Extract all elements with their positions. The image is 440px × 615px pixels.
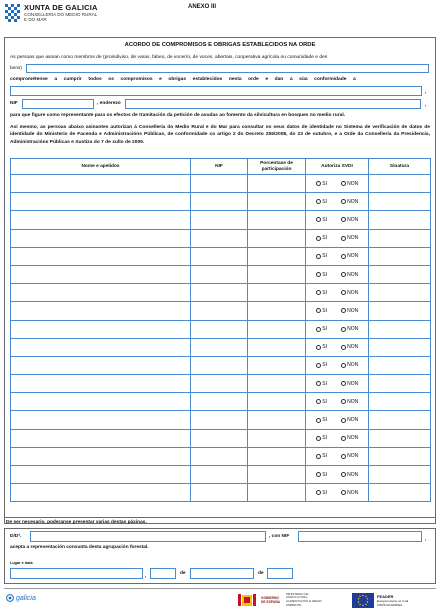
radio-label: SI bbox=[322, 471, 328, 478]
acceptor-nif-label: , con NIF bbox=[269, 534, 290, 539]
table-row bbox=[11, 429, 431, 447]
svdi-yes-option[interactable] bbox=[316, 199, 327, 205]
cell-percentage[interactable] bbox=[248, 193, 306, 211]
radio-label: NON bbox=[347, 216, 359, 223]
svdi-yes-option[interactable] bbox=[316, 344, 327, 350]
radio-label: SI bbox=[322, 180, 328, 187]
table-row bbox=[11, 320, 431, 338]
radio-circle-icon[interactable] bbox=[316, 472, 321, 477]
svdi-options bbox=[306, 253, 368, 259]
date-de-2: de bbox=[258, 571, 264, 576]
table-row bbox=[11, 193, 431, 211]
col-header-name: Nome e apelidos bbox=[11, 159, 191, 175]
table-row bbox=[11, 375, 431, 393]
svdi-yes-option[interactable] bbox=[316, 290, 327, 296]
col-header-svdi: Autoriza SVDI bbox=[306, 159, 369, 175]
radio-circle-icon[interactable] bbox=[341, 217, 346, 222]
department-line-2: E DO MAR bbox=[24, 17, 47, 23]
cell-name[interactable] bbox=[11, 265, 191, 283]
radio-circle-icon[interactable] bbox=[341, 236, 346, 241]
radio-label: NON bbox=[347, 180, 359, 187]
cell-signature[interactable] bbox=[369, 229, 431, 247]
svdi-no-option[interactable] bbox=[341, 290, 359, 296]
representative-name-field[interactable] bbox=[10, 86, 422, 96]
radio-circle-icon[interactable] bbox=[316, 436, 321, 441]
feader-slogan: Europa invierte no rural bbox=[377, 598, 409, 603]
col-header-percentage: Porcentaxe de participación bbox=[248, 159, 306, 175]
cell-svdi bbox=[306, 393, 369, 411]
intro-members-text: As persoas que asinan como membros de (proindiviso, de varas, fabeo, de vocerío, de voces, abertais, cooperativa agrícola ou comunidade e des bbox=[10, 55, 328, 60]
table-row bbox=[11, 356, 431, 374]
radio-label: NON bbox=[347, 435, 359, 442]
feader-logo bbox=[352, 590, 436, 610]
table-row bbox=[11, 411, 431, 429]
table-row bbox=[11, 302, 431, 320]
radio-circle-icon[interactable] bbox=[316, 272, 321, 277]
cell-signature[interactable] bbox=[369, 302, 431, 320]
cell-svdi bbox=[306, 356, 369, 374]
cell-svdi bbox=[306, 193, 369, 211]
col-header-signature: Sinatura bbox=[369, 159, 431, 175]
radio-label: SI bbox=[322, 398, 328, 405]
radio-circle-icon[interactable] bbox=[341, 327, 346, 332]
svdi-options bbox=[306, 181, 368, 187]
radio-label: NON bbox=[347, 198, 359, 205]
table-row bbox=[11, 447, 431, 465]
cell-signature[interactable] bbox=[369, 411, 431, 429]
radio-label: NON bbox=[347, 289, 359, 296]
svdi-options bbox=[306, 272, 368, 278]
cell-name[interactable] bbox=[11, 375, 191, 393]
radio-label: SI bbox=[322, 435, 328, 442]
cell-signature[interactable] bbox=[369, 247, 431, 265]
cell-name[interactable] bbox=[11, 393, 191, 411]
cell-nif[interactable] bbox=[191, 302, 248, 320]
cell-signature[interactable] bbox=[369, 338, 431, 356]
radio-circle-icon[interactable] bbox=[341, 290, 346, 295]
radio-circle-icon[interactable] bbox=[341, 272, 346, 277]
cell-signature[interactable] bbox=[369, 466, 431, 484]
cell-name[interactable] bbox=[11, 466, 191, 484]
svdi-yes-option[interactable] bbox=[316, 235, 327, 241]
radio-label: SI bbox=[322, 326, 328, 333]
cell-name[interactable] bbox=[11, 284, 191, 302]
radio-label: NON bbox=[347, 398, 359, 405]
svdi-options bbox=[306, 490, 368, 496]
cell-percentage[interactable] bbox=[248, 211, 306, 229]
svdi-no-option[interactable] bbox=[341, 472, 359, 478]
radio-circle-icon[interactable] bbox=[316, 418, 321, 423]
table-row bbox=[11, 466, 431, 484]
cell-nif[interactable] bbox=[191, 356, 248, 374]
comma-separator-2: , bbox=[425, 103, 427, 108]
address-field[interactable] bbox=[125, 99, 421, 109]
cell-svdi bbox=[306, 302, 369, 320]
svdi-yes-option[interactable] bbox=[316, 272, 327, 278]
date-comma: , bbox=[145, 574, 147, 579]
brand-name: XUNTA DE GALICIA bbox=[24, 3, 98, 12]
radio-label: SI bbox=[322, 380, 328, 387]
svdi-options bbox=[306, 472, 368, 478]
radio-label: SI bbox=[322, 216, 328, 223]
acceptor-nif-field[interactable] bbox=[298, 531, 422, 542]
svdi-options bbox=[306, 217, 368, 223]
intro-members-text-end: bens) bbox=[10, 66, 22, 71]
svdi-yes-option[interactable] bbox=[316, 253, 327, 259]
cell-percentage[interactable] bbox=[248, 265, 306, 283]
radio-label: NON bbox=[347, 235, 359, 242]
svdi-no-option[interactable] bbox=[341, 326, 359, 332]
svdi-yes-option[interactable] bbox=[316, 362, 327, 368]
svdi-options bbox=[306, 381, 368, 387]
svdi-yes-option[interactable] bbox=[316, 435, 327, 441]
cell-svdi bbox=[306, 211, 369, 229]
radio-label: SI bbox=[322, 344, 328, 351]
spain-government-label: GOBIERNO DE ESPAÑA bbox=[261, 596, 280, 604]
table-row bbox=[11, 484, 431, 502]
radio-circle-icon[interactable] bbox=[341, 181, 346, 186]
cell-percentage[interactable] bbox=[248, 411, 306, 429]
svdi-yes-option[interactable] bbox=[316, 453, 327, 459]
place-field[interactable] bbox=[10, 568, 143, 579]
radio-label: SI bbox=[322, 198, 328, 205]
cell-nif[interactable] bbox=[191, 211, 248, 229]
cell-signature[interactable] bbox=[369, 320, 431, 338]
svdi-options bbox=[306, 453, 368, 459]
cell-svdi bbox=[306, 284, 369, 302]
department-line-1: CONSELLERÍA DO MEDIO RURAL bbox=[24, 12, 98, 17]
svdi-options bbox=[306, 235, 368, 241]
month-field[interactable] bbox=[190, 568, 254, 579]
cell-signature[interactable] bbox=[369, 284, 431, 302]
radio-circle-icon[interactable] bbox=[341, 399, 346, 404]
svdi-no-option[interactable] bbox=[341, 253, 359, 259]
cell-name[interactable] bbox=[11, 211, 191, 229]
table-row bbox=[11, 211, 431, 229]
ministry-logo bbox=[236, 590, 336, 610]
radio-circle-icon[interactable] bbox=[316, 454, 321, 459]
cell-nif[interactable] bbox=[191, 375, 248, 393]
radio-circle-icon[interactable] bbox=[341, 254, 346, 259]
cell-signature[interactable] bbox=[369, 193, 431, 211]
cell-nif[interactable] bbox=[191, 411, 248, 429]
cell-percentage[interactable] bbox=[248, 338, 306, 356]
address-label: , enderezo bbox=[97, 101, 121, 106]
radio-circle-icon[interactable] bbox=[341, 345, 346, 350]
svdi-no-option[interactable] bbox=[341, 217, 359, 223]
cell-percentage[interactable] bbox=[248, 429, 306, 447]
radio-circle-icon[interactable] bbox=[316, 399, 321, 404]
svdi-no-option[interactable] bbox=[341, 399, 359, 405]
radio-circle-icon[interactable] bbox=[316, 327, 321, 332]
svdi-yes-option[interactable] bbox=[316, 326, 327, 332]
cell-svdi bbox=[306, 175, 369, 193]
radio-circle-icon[interactable] bbox=[341, 363, 346, 368]
svdi-options bbox=[306, 308, 368, 314]
participants-table-body bbox=[11, 175, 431, 502]
radio-circle-icon[interactable] bbox=[341, 418, 346, 423]
cell-percentage[interactable] bbox=[248, 229, 306, 247]
cell-nif[interactable] bbox=[191, 284, 248, 302]
radio-label: SI bbox=[322, 489, 328, 496]
acceptor-name-field[interactable] bbox=[30, 531, 266, 542]
radio-circle-icon[interactable] bbox=[316, 381, 321, 386]
radio-circle-icon[interactable] bbox=[316, 363, 321, 368]
cell-nif[interactable] bbox=[191, 229, 248, 247]
svdi-options bbox=[306, 362, 368, 368]
cell-nif[interactable] bbox=[191, 447, 248, 465]
cell-nif[interactable] bbox=[191, 193, 248, 211]
cell-name[interactable] bbox=[11, 429, 191, 447]
svdi-yes-option[interactable] bbox=[316, 399, 327, 405]
svdi-no-option[interactable] bbox=[341, 308, 359, 314]
cell-svdi bbox=[306, 247, 369, 265]
xunta-logo-icon bbox=[4, 3, 22, 23]
radio-label: SI bbox=[322, 417, 328, 424]
cell-nif[interactable] bbox=[191, 265, 248, 283]
cell-nif[interactable] bbox=[191, 338, 248, 356]
svdi-no-option[interactable] bbox=[341, 344, 359, 350]
svdi-yes-option[interactable] bbox=[316, 308, 327, 314]
participants-table bbox=[10, 158, 431, 502]
cell-signature[interactable] bbox=[369, 265, 431, 283]
cell-percentage[interactable] bbox=[248, 484, 306, 502]
cell-name[interactable] bbox=[11, 338, 191, 356]
cell-signature[interactable] bbox=[369, 393, 431, 411]
radio-circle-icon[interactable] bbox=[316, 199, 321, 204]
year-field[interactable] bbox=[267, 568, 293, 579]
cell-nif[interactable] bbox=[191, 320, 248, 338]
radio-circle-icon[interactable] bbox=[341, 436, 346, 441]
svdi-no-option[interactable] bbox=[341, 417, 359, 423]
table-row bbox=[11, 393, 431, 411]
radio-label: NON bbox=[347, 489, 359, 496]
galicia-wordmark: galicia bbox=[16, 594, 36, 602]
cell-percentage[interactable] bbox=[248, 247, 306, 265]
col-header-nif: NIF bbox=[191, 159, 248, 175]
radio-label: SI bbox=[322, 362, 328, 369]
svdi-options bbox=[306, 399, 368, 405]
cell-svdi bbox=[306, 375, 369, 393]
cell-svdi bbox=[306, 484, 369, 502]
cell-name[interactable] bbox=[11, 356, 191, 374]
cell-signature[interactable] bbox=[369, 356, 431, 374]
radio-label: SI bbox=[322, 453, 328, 460]
cell-percentage[interactable] bbox=[248, 284, 306, 302]
divider bbox=[4, 517, 436, 518]
cell-signature[interactable] bbox=[369, 211, 431, 229]
cell-svdi bbox=[306, 447, 369, 465]
radio-circle-icon[interactable] bbox=[316, 290, 321, 295]
radio-label: NON bbox=[347, 271, 359, 278]
radio-label: NON bbox=[347, 417, 359, 424]
svdi-no-option[interactable] bbox=[341, 272, 359, 278]
radio-label: NON bbox=[347, 453, 359, 460]
radio-circle-icon[interactable] bbox=[316, 236, 321, 241]
cell-signature[interactable] bbox=[369, 429, 431, 447]
radio-label: SI bbox=[322, 235, 328, 242]
svdi-no-option[interactable] bbox=[341, 362, 359, 368]
cell-nif[interactable] bbox=[191, 466, 248, 484]
radio-label: NON bbox=[347, 344, 359, 351]
cell-name[interactable] bbox=[11, 247, 191, 265]
nif-label: NIF bbox=[10, 101, 18, 106]
representative-nif-field[interactable] bbox=[22, 99, 94, 109]
radio-circle-icon[interactable] bbox=[341, 454, 346, 459]
galicia-logo bbox=[6, 594, 36, 602]
cell-nif[interactable] bbox=[191, 429, 248, 447]
date-de-1: de bbox=[180, 571, 186, 576]
cell-name[interactable] bbox=[11, 411, 191, 429]
eu-label: UNIÓN EUROPEA bbox=[377, 602, 403, 607]
day-field[interactable] bbox=[150, 568, 176, 579]
svdi-no-option[interactable] bbox=[341, 490, 359, 496]
cell-percentage[interactable] bbox=[248, 375, 306, 393]
cell-name[interactable] bbox=[11, 193, 191, 211]
cell-signature[interactable] bbox=[369, 375, 431, 393]
group-name-field[interactable] bbox=[26, 64, 429, 73]
table-row bbox=[11, 338, 431, 356]
svdi-no-option[interactable] bbox=[341, 235, 359, 241]
radio-circle-icon[interactable] bbox=[341, 199, 346, 204]
cell-svdi bbox=[306, 338, 369, 356]
radio-circle-icon[interactable] bbox=[316, 345, 321, 350]
radio-label: NON bbox=[347, 307, 359, 314]
table-row bbox=[11, 229, 431, 247]
svdi-options bbox=[306, 435, 368, 441]
svdi-yes-option[interactable] bbox=[316, 490, 327, 496]
svdi-no-option[interactable] bbox=[341, 453, 359, 459]
svdi-options bbox=[306, 326, 368, 332]
dd-label: D/Dª. bbox=[10, 534, 22, 539]
acceptance-text: acepta a representación conxunta desta agrupación forestal. bbox=[10, 545, 149, 550]
extra-pages-note: De ser necesario, poderanse presentar varias destas páxinas. bbox=[6, 520, 147, 525]
ministry-text bbox=[261, 596, 283, 604]
cell-svdi bbox=[306, 466, 369, 484]
cell-svdi bbox=[306, 320, 369, 338]
radio-circle-icon[interactable] bbox=[316, 308, 321, 313]
radio-label: SI bbox=[322, 307, 328, 314]
footer-divider bbox=[4, 588, 436, 589]
form-title: ACORDO DE COMPROMISOS E OBRIGAS ESTABLECIDOS NA ORDE bbox=[124, 42, 316, 48]
eu-flag-icon bbox=[352, 593, 374, 608]
table-row bbox=[11, 247, 431, 265]
svdi-yes-option[interactable] bbox=[316, 217, 327, 223]
cell-name[interactable] bbox=[11, 484, 191, 502]
svdi-options bbox=[306, 199, 368, 205]
radio-label: NON bbox=[347, 253, 359, 260]
place-date-label: Lugar e data bbox=[10, 561, 33, 565]
svdi-yes-option[interactable] bbox=[316, 472, 327, 478]
spain-coat-of-arms-icon bbox=[236, 591, 258, 609]
radio-circle-icon[interactable] bbox=[341, 381, 346, 386]
radio-label: NON bbox=[347, 471, 359, 478]
authorization-text: Así mesmo, as persoas abaixo asinantes autorizan á Consellería do Medio Rural e do Mar para consultar os seus datos de identidade no Sistema de verificación de datos de identidade do Ministerio de Facenda e Administracións Públicas, de conformidade co artigo 2 do Decreto 255/2008, do 23 de outubro, e a Orde da Consellería da Presidencia, Administracións Públicas e Xustiza do 7 de xullo de 2009. bbox=[10, 125, 430, 145]
cell-svdi bbox=[306, 229, 369, 247]
radio-circle-icon[interactable] bbox=[316, 217, 321, 222]
cell-name[interactable] bbox=[11, 302, 191, 320]
cell-percentage[interactable] bbox=[248, 466, 306, 484]
cell-nif[interactable] bbox=[191, 484, 248, 502]
radio-label: NON bbox=[347, 326, 359, 333]
cell-percentage[interactable] bbox=[248, 447, 306, 465]
radio-circle-icon[interactable] bbox=[316, 181, 321, 186]
commitment-text: comprométense a cumprir todos os compromisos e obrigas establecidos nesta orde e dan a súa conformidade a bbox=[10, 77, 356, 82]
radio-label: NON bbox=[347, 380, 359, 387]
cell-percentage[interactable] bbox=[248, 302, 306, 320]
table-row bbox=[11, 265, 431, 283]
svdi-yes-option[interactable] bbox=[316, 381, 327, 387]
svdi-options bbox=[306, 344, 368, 350]
cell-signature[interactable] bbox=[369, 447, 431, 465]
cell-percentage[interactable] bbox=[248, 393, 306, 411]
radio-circle-icon[interactable] bbox=[316, 490, 321, 495]
svdi-options bbox=[306, 417, 368, 423]
cell-percentage[interactable] bbox=[248, 175, 306, 193]
svdi-no-option[interactable] bbox=[341, 199, 359, 205]
cell-signature[interactable] bbox=[369, 175, 431, 193]
representative-purpose-text: para que figure como representante para os efectos de tramitación da petición de axudas ao fomento da silvicultura en bosques no medio rural. bbox=[10, 113, 346, 118]
cell-svdi bbox=[306, 265, 369, 283]
radio-label: SI bbox=[322, 289, 328, 296]
feader-text bbox=[377, 594, 408, 607]
radio-circle-icon[interactable] bbox=[341, 472, 346, 477]
svdi-no-option[interactable] bbox=[341, 435, 359, 441]
radio-label: SI bbox=[322, 271, 328, 278]
cell-svdi bbox=[306, 411, 369, 429]
radio-circle-icon[interactable] bbox=[341, 490, 346, 495]
svdi-no-option[interactable] bbox=[341, 381, 359, 387]
table-row bbox=[11, 284, 431, 302]
cell-name[interactable] bbox=[11, 175, 191, 193]
cell-svdi bbox=[306, 429, 369, 447]
radio-label: SI bbox=[322, 253, 328, 260]
radio-circle-icon[interactable] bbox=[316, 254, 321, 259]
radio-label: NON bbox=[347, 362, 359, 369]
comma-separator-3: , bbox=[425, 537, 427, 542]
cell-signature[interactable] bbox=[369, 484, 431, 502]
cell-percentage[interactable] bbox=[248, 356, 306, 374]
radio-circle-icon[interactable] bbox=[341, 308, 346, 313]
ministry-label: MINISTERIO DE AGRICULTURA, ALIMENTACIÓN E MEDIO AMBIENTE bbox=[286, 591, 322, 607]
cell-nif[interactable] bbox=[191, 247, 248, 265]
cell-percentage[interactable] bbox=[248, 320, 306, 338]
table-header-row bbox=[11, 159, 431, 175]
cell-nif[interactable] bbox=[191, 175, 248, 193]
svdi-no-option[interactable] bbox=[341, 181, 359, 187]
svdi-options bbox=[306, 290, 368, 296]
cell-nif[interactable] bbox=[191, 393, 248, 411]
department-name bbox=[24, 12, 97, 22]
feader-label: FEADER bbox=[377, 593, 394, 599]
svdi-yes-option[interactable] bbox=[316, 181, 327, 187]
galicia-mark-icon bbox=[6, 594, 14, 602]
table-row bbox=[11, 175, 431, 193]
cell-name[interactable] bbox=[11, 229, 191, 247]
comma-separator: , bbox=[425, 90, 427, 95]
cell-name[interactable] bbox=[11, 447, 191, 465]
svdi-yes-option[interactable] bbox=[316, 417, 327, 423]
annex-label: ANEXO III bbox=[188, 4, 217, 10]
cell-name[interactable] bbox=[11, 320, 191, 338]
